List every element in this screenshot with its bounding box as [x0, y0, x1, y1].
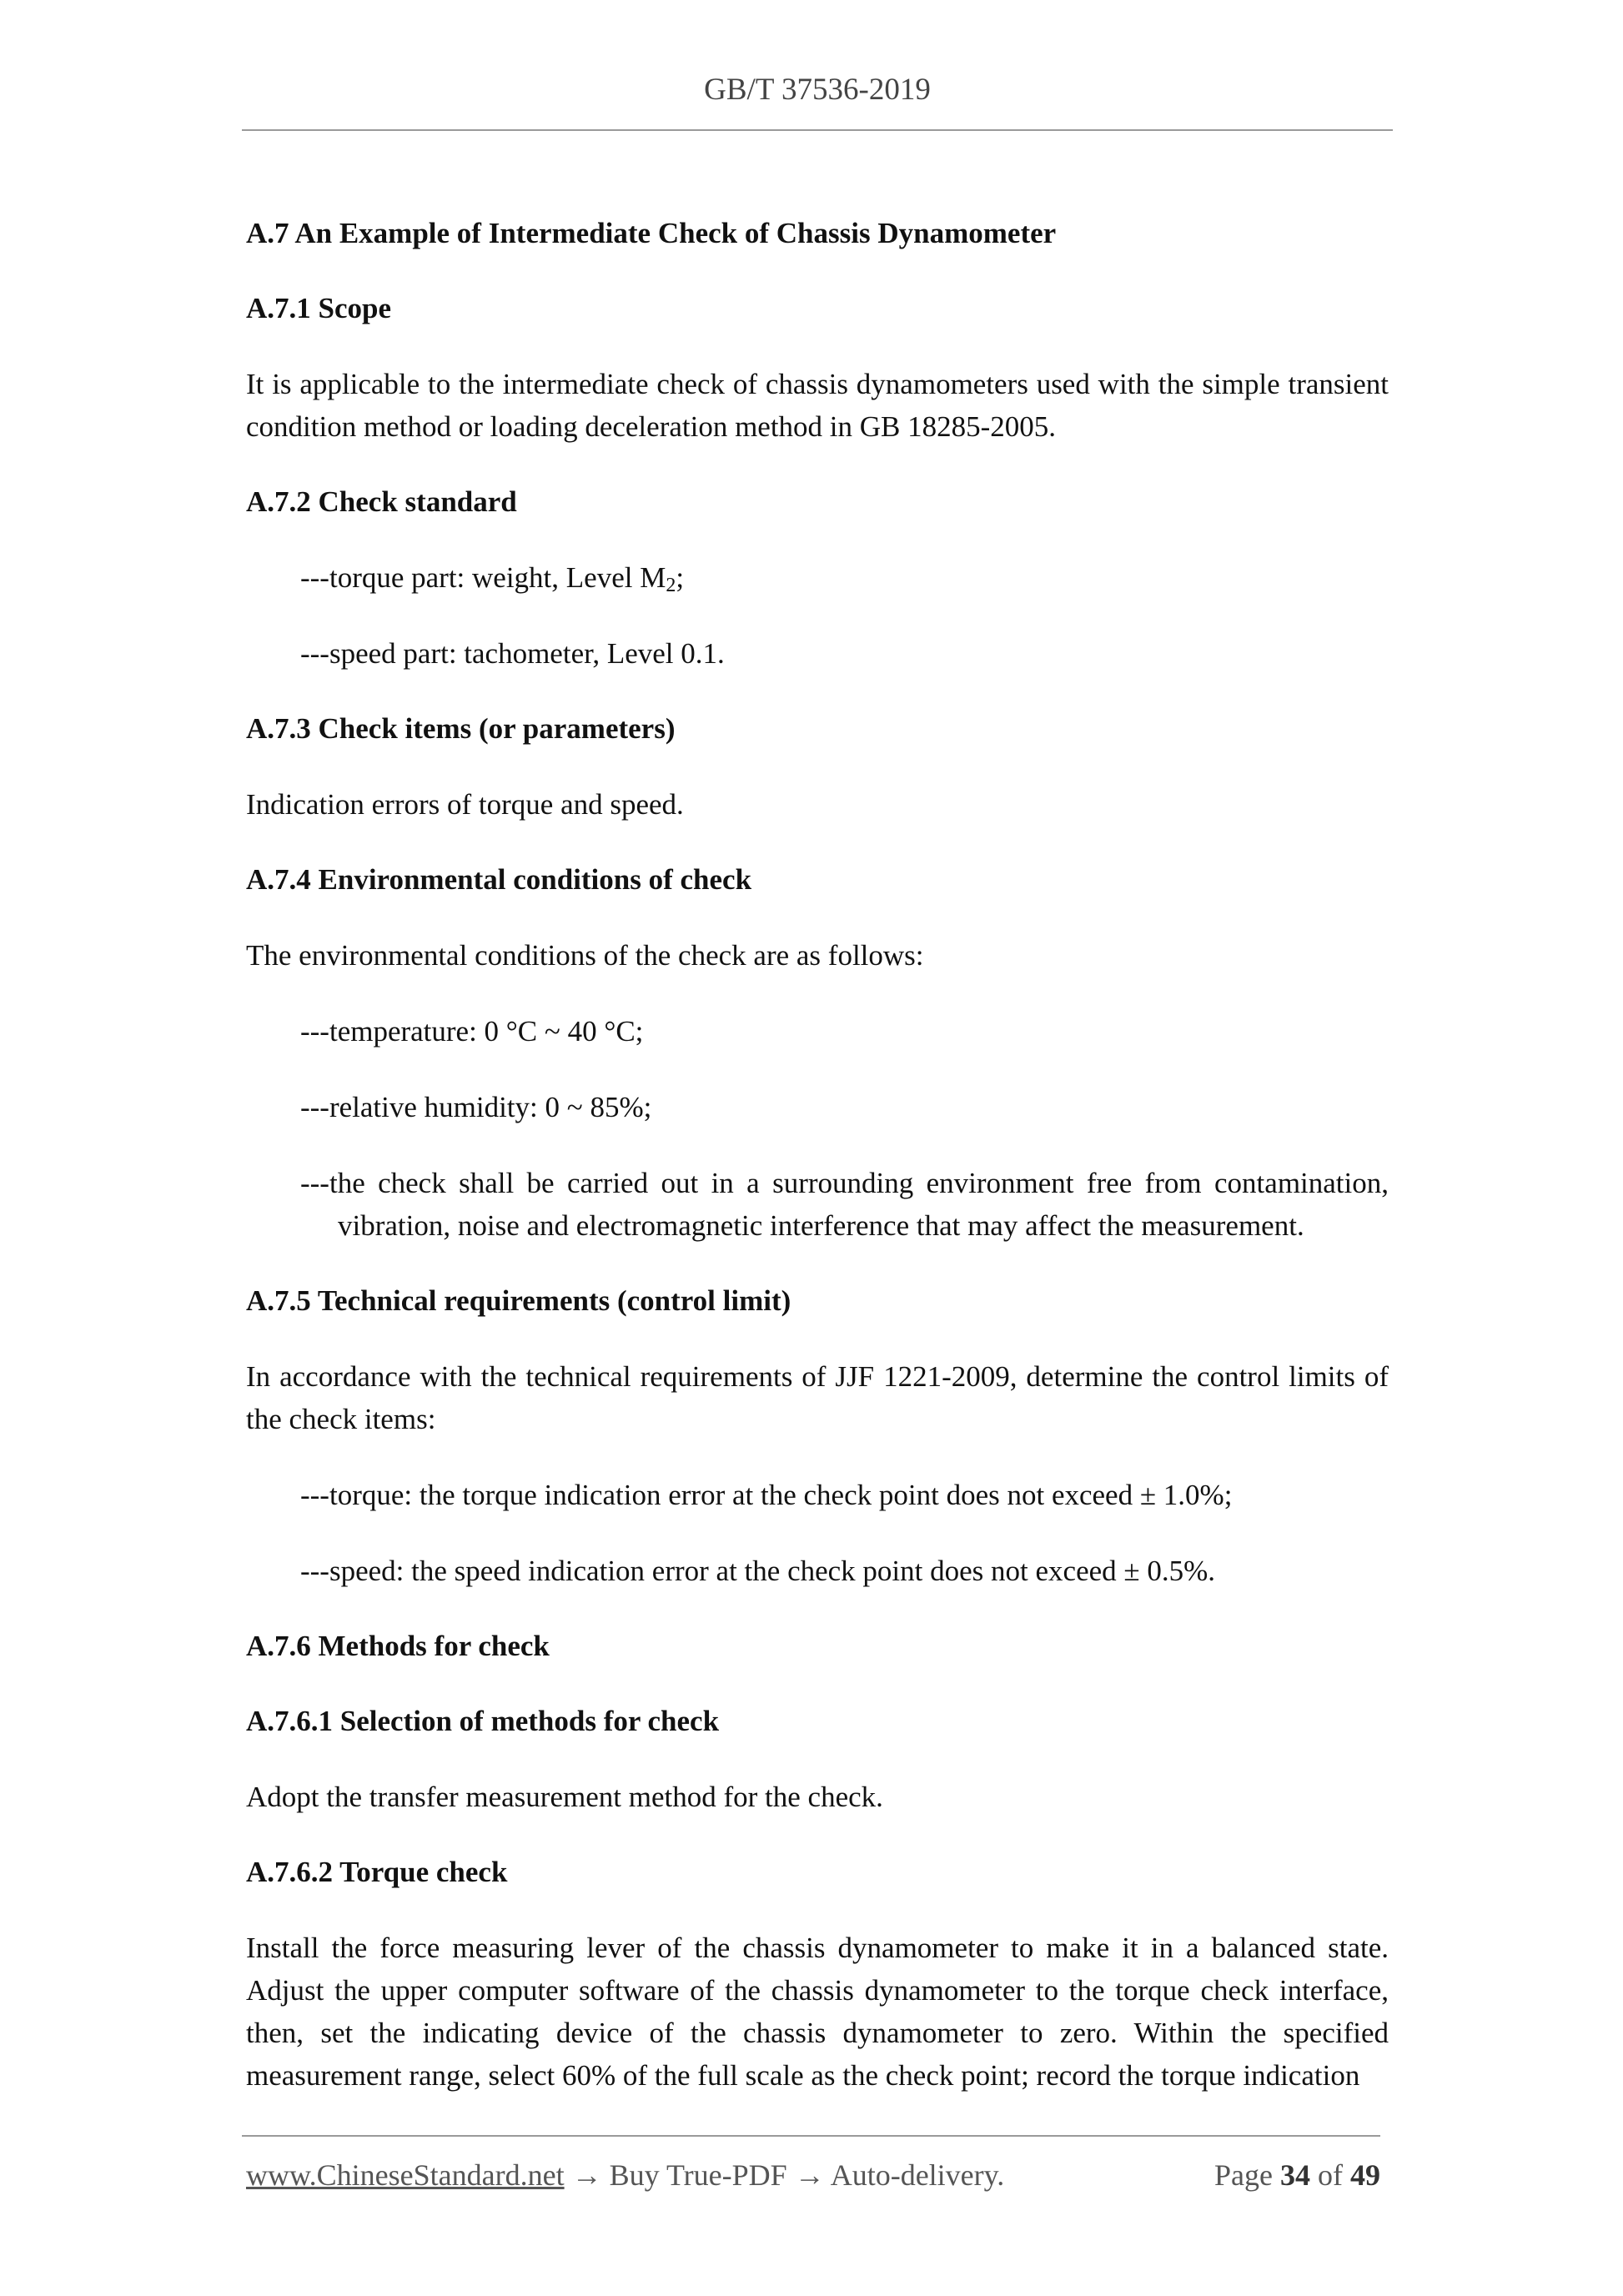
header-divider: [242, 129, 1393, 131]
a72-item1-text: ---torque part: weight, Level M: [300, 561, 666, 594]
section-a761-heading: A.7.6.1 Selection of methods for check: [246, 1705, 720, 1737]
section-a72-heading: A.7.2 Check standard: [246, 485, 517, 518]
page-total: 49: [1350, 2158, 1380, 2192]
footer-promo: [246, 2158, 1004, 2193]
section-a74-text: The environmental conditions of the check are as follows:: [246, 939, 924, 972]
a72-item1-subscript: 2: [666, 575, 676, 596]
a74-list-item: ---relative humidity: 0 ~ 85%;: [300, 1091, 652, 1123]
section-a71-heading: A.7.1 Scope: [246, 292, 392, 324]
a75-list-item: ---torque: the torque indication error at the check point does not exceed ± 1.0%;: [300, 1479, 1233, 1511]
section-a71-text: It is applicable to the intermediate check of chassis dynamometers used with the simple transient condition method or loading deceleration method in GB 18285-2005.: [246, 368, 1389, 443]
section-a7-heading: A.7 An Example of Intermediate Check of Chassis Dynamometer: [246, 217, 1057, 249]
section-a76-heading: A.7.6 Methods for check: [246, 1630, 550, 1662]
footer-divider: [242, 2135, 1380, 2137]
buy-text: Buy True-PDF: [609, 2158, 787, 2192]
page-header: [242, 72, 1393, 108]
section-a73-text: Indication errors of torque and speed.: [246, 788, 684, 821]
arrow-right-icon: →: [794, 2158, 825, 2192]
section-a74-heading: A.7.4 Environmental conditions of check: [246, 863, 752, 896]
section-a75-text: In accordance with the technical requirements of JJF 1221-2009, determine the control limits of the check items:: [246, 1360, 1389, 1435]
document-code: GB/T 37536-2019: [704, 73, 931, 107]
section-a762-heading: A.7.6.2 Torque check: [246, 1856, 508, 1888]
arrow-right-icon: →: [571, 2158, 602, 2192]
section-a75-heading: A.7.5 Technical requirements (control limit): [246, 1284, 791, 1317]
a72-item1-suffix: ;: [676, 561, 685, 594]
a72-list-item: [246, 556, 1389, 599]
page-number: 34: [1280, 2158, 1310, 2192]
a72-list-item: ---speed part: tachometer, Level 0.1.: [300, 637, 725, 670]
document-body: [246, 213, 1389, 2097]
of-label: of: [1318, 2158, 1343, 2192]
section-a761-text: Adopt the transfer measurement method for the check.: [246, 1781, 883, 1813]
page-counter: [1214, 2158, 1380, 2193]
a75-list-item: ---speed: the speed indication error at the check point does not exceed ± 0.5%.: [300, 1555, 1215, 1587]
page-label: Page: [1214, 2158, 1273, 2192]
delivery-text: Auto-delivery.: [830, 2158, 1005, 2192]
website-link[interactable]: www.ChineseStandard.net: [246, 2158, 565, 2192]
a74-list-item: ---temperature: 0 °C ~ 40 °C;: [300, 1015, 644, 1048]
a74-list-item: ---the check shall be carried out in a surrounding environment free from contamination, vibration, noise and electromagnetic interference that may affect the measurement.: [300, 1167, 1389, 1242]
section-a73-heading: A.7.3 Check items (or parameters): [246, 712, 676, 745]
section-a762-text: Install the force measuring lever of the chassis dynamometer to make it in a balanced state. Adjust the upper computer software of the chassis dynamometer to the torque check interface, then, set the indicating device of the chassis dynamometer to zero. Within the specified measurement range, select 60% of the full scale as the check point; record the torque indication: [246, 1932, 1389, 2092]
